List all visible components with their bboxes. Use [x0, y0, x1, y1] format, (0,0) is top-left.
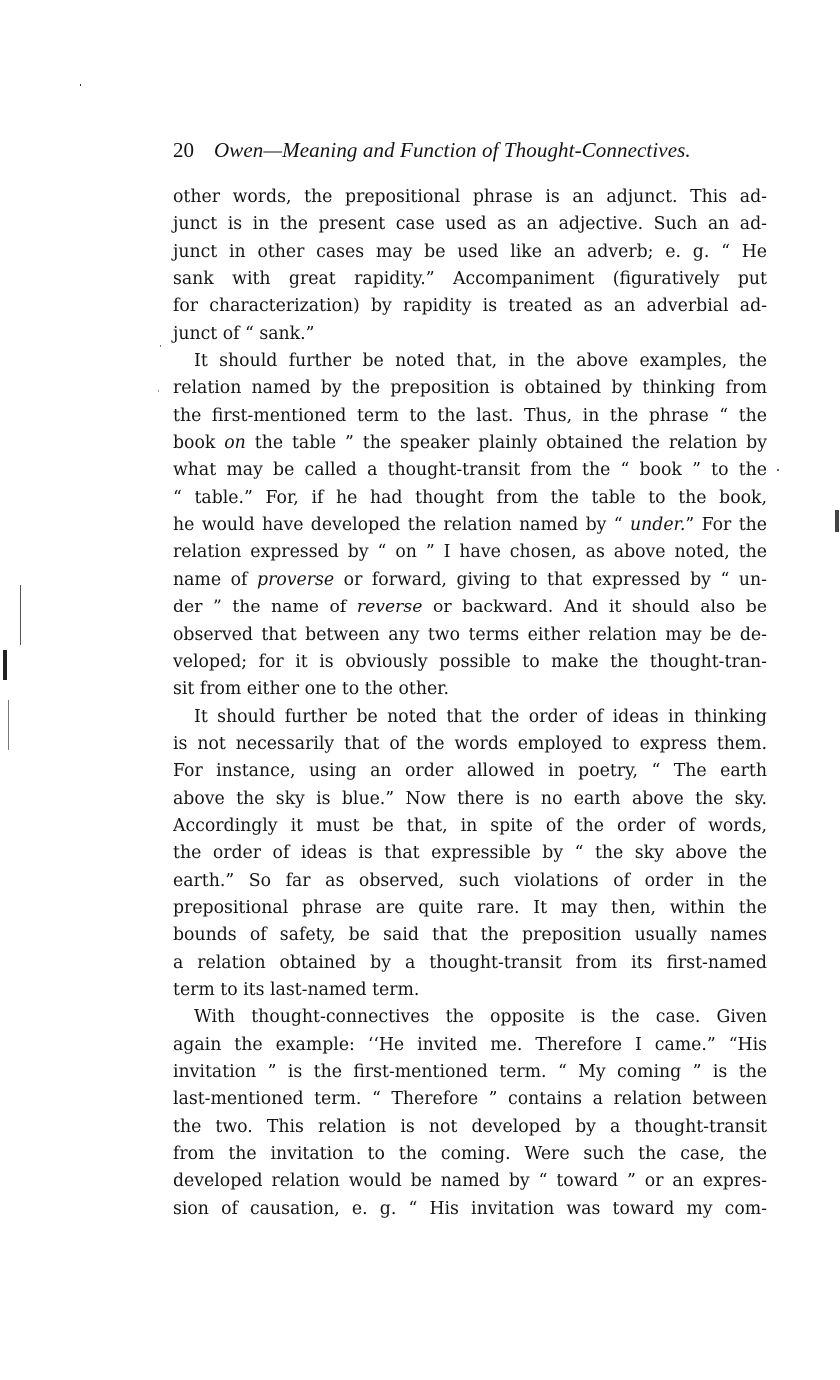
scan-mark: [835, 510, 839, 532]
text-line: [173, 348, 767, 375]
text-line: [173, 1032, 767, 1059]
line-text: junct of “ sank.”: [173, 323, 315, 344]
text-line: [173, 1004, 767, 1031]
text-line: [173, 403, 767, 430]
text-line: [173, 977, 767, 1004]
line-text: or forward, giving to that expressed by “ un-: [334, 569, 767, 590]
text-line: [173, 622, 767, 649]
line-text: relation expressed by “ on ” I have chosen, as above noted, the: [173, 542, 767, 563]
line-text: Accordingly it must be that, in spite of the order of words,: [173, 815, 767, 836]
line-text: junct in other cases may be used like an adverb; e. g. “ He: [173, 241, 767, 262]
emphasized-word: under.: [630, 515, 686, 536]
scan-mark: [777, 469, 779, 471]
line-text: earth.” So far as observed, such violations of order in the: [173, 870, 767, 891]
text-line: [173, 649, 767, 676]
scan-mark: [20, 585, 21, 645]
text-line: [173, 840, 767, 867]
line-text: ” For the: [685, 515, 767, 536]
text-line: [173, 895, 767, 922]
text-line: [173, 813, 767, 840]
text-line: [173, 539, 767, 566]
text-line: [173, 1086, 767, 1113]
line-text: It should further be noted that the order of ideas in thinking: [194, 706, 767, 727]
text-line: [173, 704, 767, 731]
line-text: relation named by the preposition is obtained by thinking from: [173, 378, 767, 399]
line-text: for characterization) by rapidity is treated as an adverbial ad-: [173, 296, 767, 317]
line-text: veloped; for it is obviously possible to make the thought-tran-: [173, 651, 767, 672]
line-text: With thought-connectives the opposite is the case. Given: [194, 1007, 767, 1028]
line-text: the first-mentioned term to the last. Thus, in the phrase “ the: [173, 405, 767, 426]
line-text: prepositional phrase are quite rare. It may then, within the: [173, 897, 767, 918]
line-text: junct is in the present case used as an adjective. Such an ad-: [173, 214, 767, 235]
line-text: last-mentioned term. “ Therefore ” contains a relation between: [173, 1089, 767, 1110]
text-line: [173, 1114, 767, 1141]
text-line: [173, 211, 767, 238]
line-text: above the sky is blue.” Now there is no earth above the sky.: [173, 788, 767, 809]
emphasized-word: on: [224, 433, 246, 454]
line-text: observed that between any two terms either relation may be de-: [173, 624, 767, 645]
line-text: bounds of safety, be said that the preposition usually names: [173, 925, 767, 946]
text-line: [173, 594, 767, 621]
line-text: a relation obtained by a thought-transit from its first-named: [173, 952, 767, 973]
text-line: [173, 1168, 767, 1195]
text-line: [173, 1059, 767, 1086]
body-text: [173, 184, 767, 1223]
text-line: [173, 184, 767, 211]
text-line: [173, 430, 767, 457]
line-text: again the example: ‘‘He invited me. Therefore I came.” “His: [173, 1034, 767, 1055]
line-text: developed relation would be named by “ toward ” or an expres-: [173, 1171, 767, 1192]
text-line: [173, 512, 767, 539]
scan-mark: [160, 345, 161, 347]
text-line: [173, 239, 767, 266]
text-line: [173, 868, 767, 895]
text-line: [173, 567, 767, 594]
line-text: book: [173, 433, 225, 454]
line-text: the table ” the speaker plainly obtained the relation by: [245, 433, 767, 454]
line-text: For instance, using an order allowed in poetry, “ The earth: [173, 761, 767, 782]
text-line: [173, 758, 767, 785]
line-text: or backward. And it should also be: [422, 597, 767, 618]
line-text: the two. This relation is not developed by a thought-transit: [173, 1116, 767, 1137]
line-text: sion of causation, e. g. “ His invitation was toward my com-: [173, 1198, 767, 1219]
text-line: [173, 1141, 767, 1168]
line-text: the order of ideas is that expressible by “ the sky above the: [173, 843, 767, 864]
line-text: der ” the name of: [173, 597, 357, 618]
scan-mark: [158, 390, 159, 392]
text-line: [173, 786, 767, 813]
line-text: It should further be noted that, in the above examples, the: [194, 351, 767, 372]
text-line: [173, 485, 767, 512]
text-line: [173, 676, 767, 703]
line-text: term to its last-named term.: [173, 979, 420, 1000]
line-text: invitation ” is the first-mentioned term. “ My coming ” is the: [173, 1062, 767, 1082]
line-text: other words, the prepositional phrase is an adjunct. This ad-: [173, 187, 767, 207]
page-number: 20: [173, 138, 194, 162]
line-text: sank with great rapidity.” Accompaniment (figuratively put: [173, 269, 767, 290]
emphasized-word: reverse: [356, 597, 423, 618]
text-line: [173, 293, 767, 320]
text-line: [173, 1196, 767, 1223]
line-text: what may be called a thought-transit from the “ book ” to the: [173, 460, 767, 481]
text-line: [173, 950, 767, 977]
scan-mark: [8, 700, 9, 750]
line-text: “ table.” For, if he had thought from the table to the book,: [173, 487, 767, 508]
text-line: [173, 375, 767, 402]
line-text: name of: [173, 569, 258, 590]
text-line: [173, 922, 767, 949]
line-text: sit from either one to the other.: [173, 679, 450, 700]
line-text: from the invitation to the coming. Were such the case, the: [173, 1144, 767, 1165]
line-text: he would have developed the relation named by “: [173, 515, 630, 536]
scan-mark: [80, 84, 81, 86]
text-line: [173, 457, 767, 484]
text-line: [173, 266, 767, 293]
page-header: [173, 138, 773, 166]
text-line: [173, 321, 767, 348]
running-title: Owen—Meaning and Function of Thought-Connectives.: [214, 138, 691, 162]
scan-mark: [3, 650, 7, 680]
line-text: is not necessarily that of the words employed to express them.: [173, 733, 767, 754]
text-line: [173, 731, 767, 758]
emphasized-word: proverse: [257, 569, 335, 590]
